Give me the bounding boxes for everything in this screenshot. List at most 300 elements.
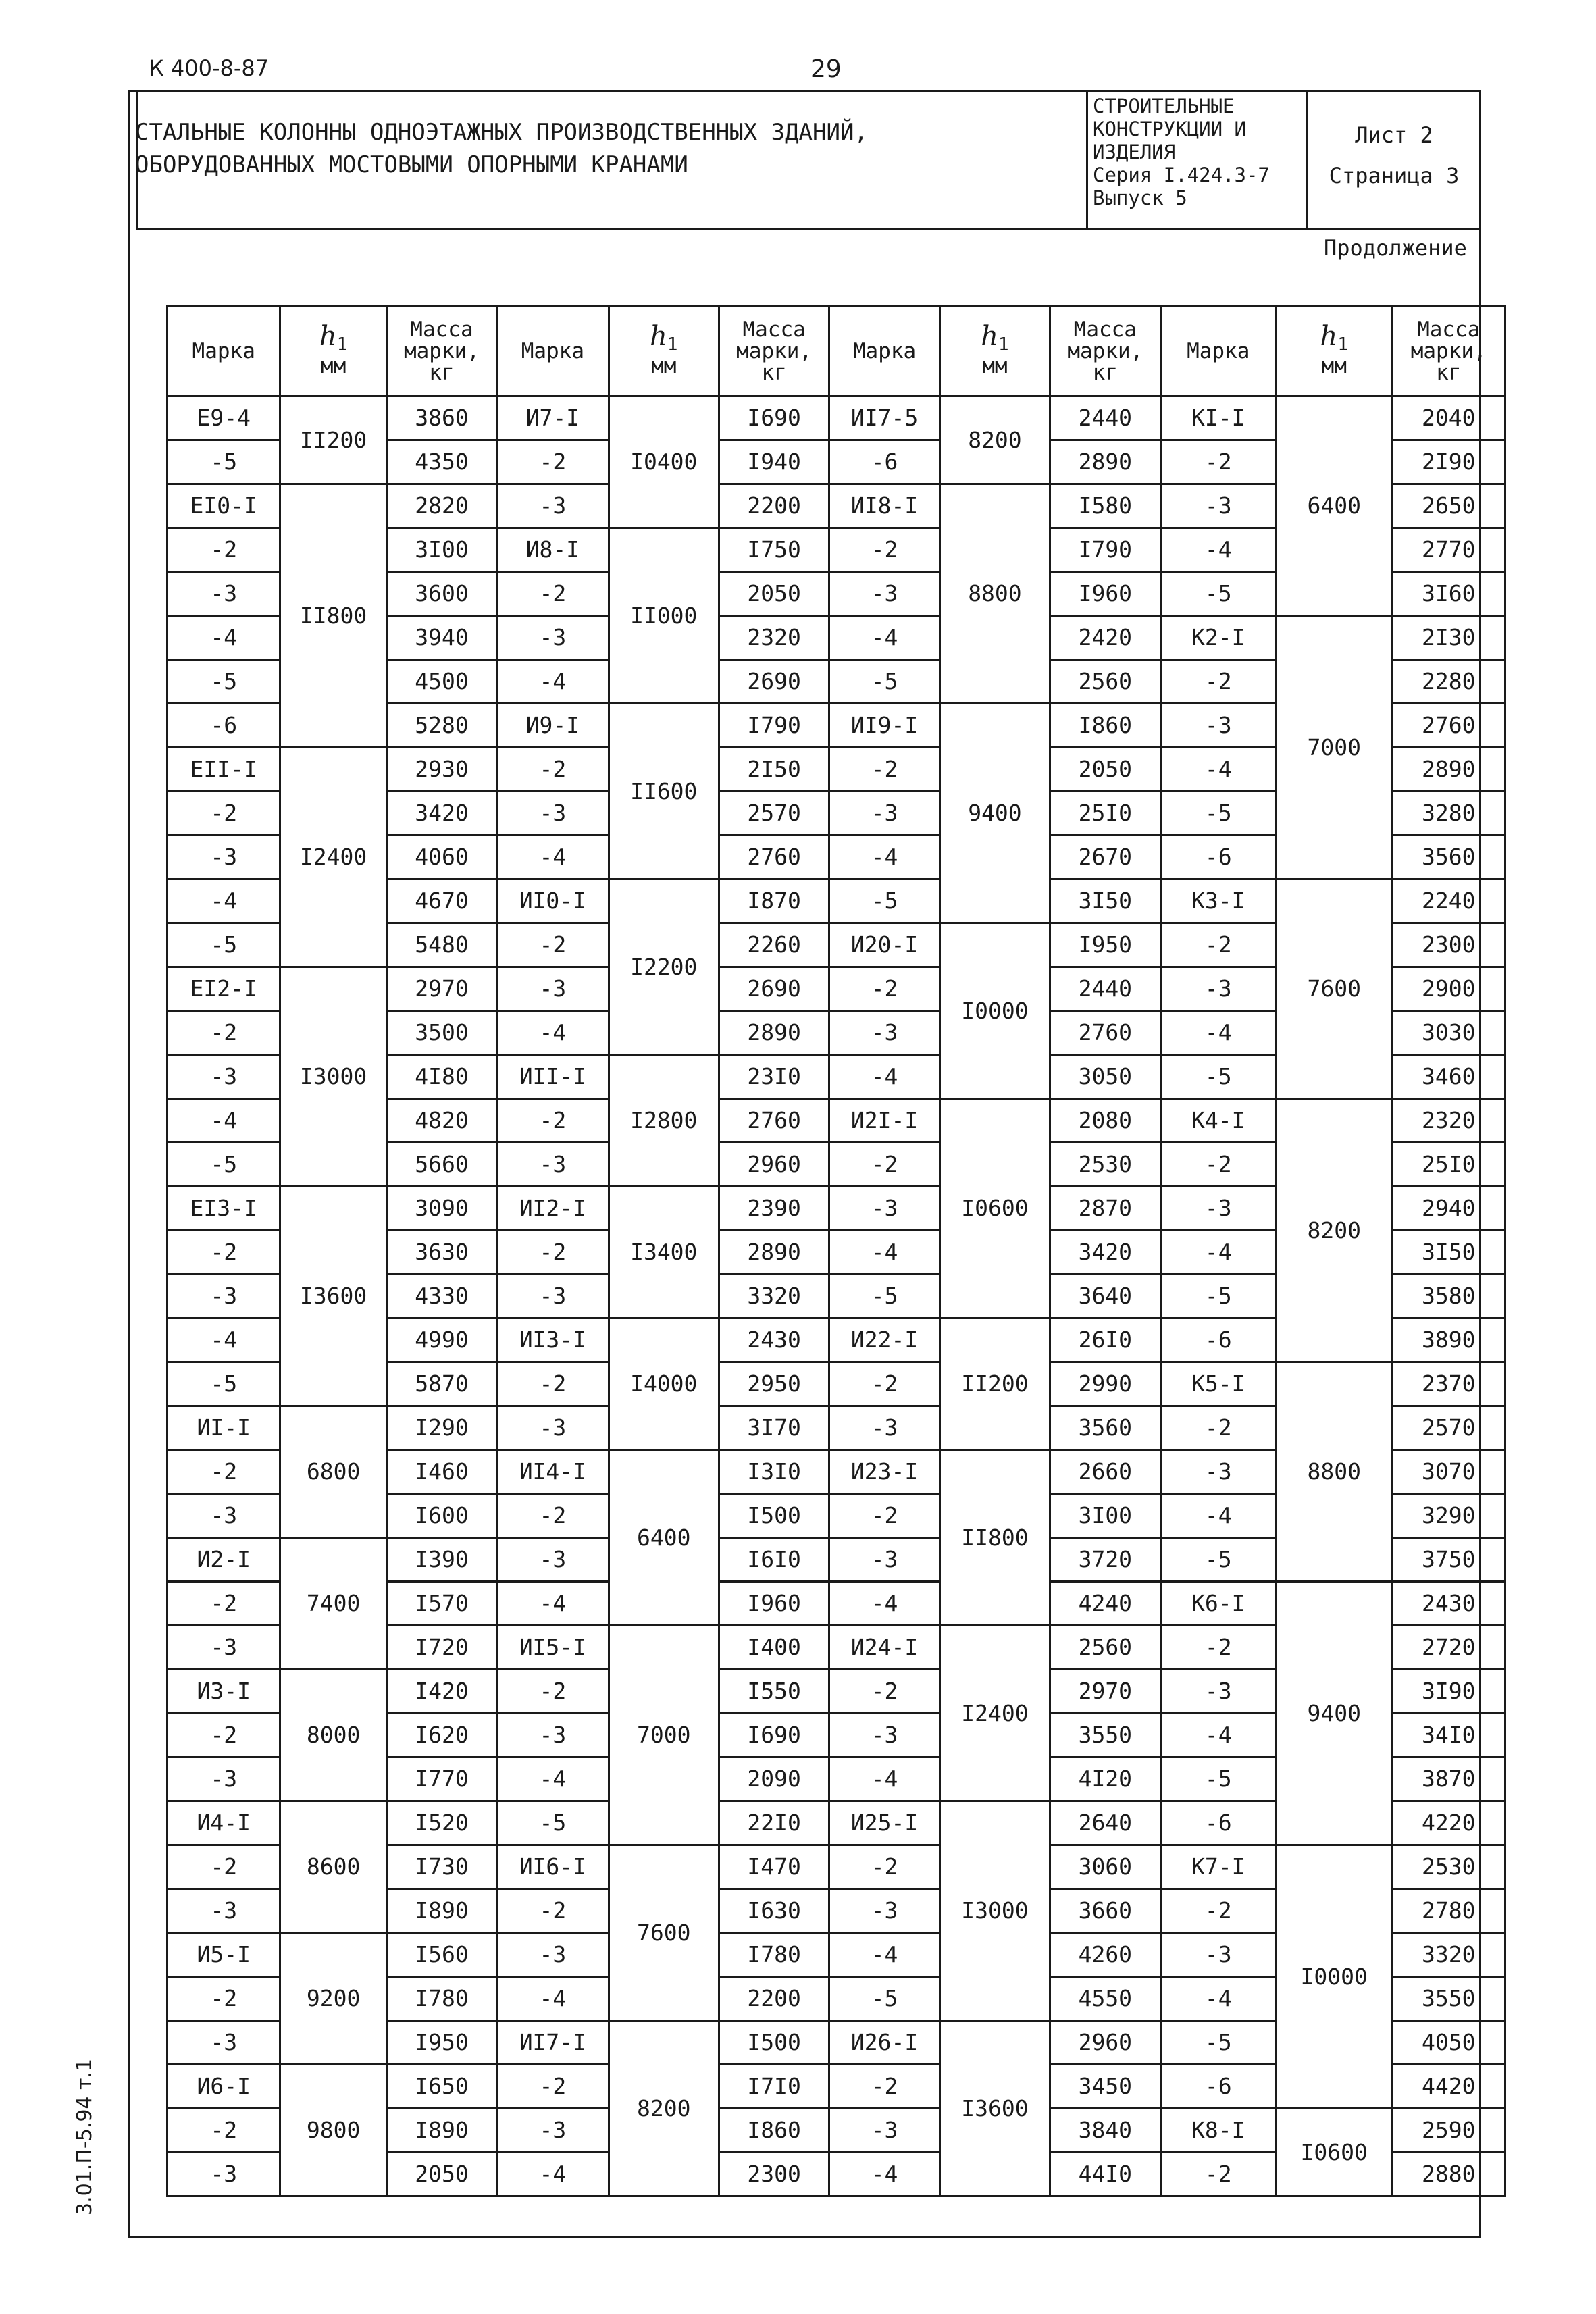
cell-mark: -4 (168, 1099, 280, 1143)
cell-mark: ЕI2-I (168, 967, 280, 1011)
cell-mass: 2I90 (1392, 440, 1505, 484)
continuation-label: Продолжение (1324, 235, 1467, 261)
cell-mass: 2090 (719, 1757, 829, 1801)
series-line: КОНСТРУКЦИИ И (1093, 118, 1246, 140)
cell-mass: 2940 (1392, 1187, 1505, 1231)
cell-mass: 2320 (1392, 1099, 1505, 1143)
cell-h1: II200 (280, 396, 386, 484)
cell-mass: I520 (386, 1801, 496, 1845)
cell-h1: I3600 (939, 2021, 1050, 2196)
cell-mark: -5 (1160, 1275, 1276, 1318)
cell-mass: 2440 (1050, 967, 1160, 1011)
cell-mark: -2 (1160, 1143, 1276, 1187)
cell-mark: -3 (497, 1714, 609, 1757)
cell-mark: -2 (1160, 2153, 1276, 2196)
cell-mass: 4670 (386, 879, 496, 923)
cell-mark: -3 (168, 1494, 280, 1538)
cell-h1: I0000 (939, 923, 1050, 1099)
cell-mass: I550 (719, 1670, 829, 1714)
header-mass: Масса марки, кг (386, 307, 496, 396)
margin-stamp: 3.01.П-5.94 т.1 (73, 2058, 97, 2215)
cell-mark: ИI8-I (829, 484, 939, 528)
cell-mass: 3560 (1050, 1406, 1160, 1450)
cell-mark: -5 (168, 440, 280, 484)
cell-mass: 2300 (1392, 923, 1505, 967)
cell-h1: II600 (609, 704, 719, 879)
cell-mass: 2570 (719, 792, 829, 835)
cell-mark: -3 (1160, 704, 1276, 748)
cell-h1: 7600 (1276, 879, 1391, 1099)
cell-h1: I4000 (609, 1318, 719, 1450)
cell-mass: 2760 (1392, 704, 1505, 748)
header-mark: Марка (497, 307, 609, 396)
cell-mark: -4 (497, 835, 609, 879)
cell-mass: 3840 (1050, 2109, 1160, 2153)
cell-mass: 2430 (1392, 1582, 1505, 1626)
cell-h1: 8000 (280, 1670, 386, 1801)
cell-mass: I290 (386, 1406, 496, 1450)
cell-mark: -2 (168, 792, 280, 835)
page-label: Страница 3 (1329, 163, 1460, 188)
cell-mark: -2 (168, 2109, 280, 2153)
cell-mass: 25I0 (1392, 1143, 1505, 1187)
cell-mass: 3640 (1050, 1275, 1160, 1318)
cell-mark: -4 (829, 1055, 939, 1099)
cell-mark: -2 (497, 923, 609, 967)
cell-h1: II000 (609, 528, 719, 704)
cell-mark: -2 (829, 967, 939, 1011)
cell-mass: 3I50 (1392, 1231, 1505, 1275)
cell-mark: -2 (829, 1143, 939, 1187)
cell-mass: I420 (386, 1670, 496, 1714)
cell-mass: 25I0 (1050, 792, 1160, 835)
cell-mark: -3 (497, 967, 609, 1011)
cell-mark: ИI2-I (497, 1187, 609, 1231)
cell-mark: -3 (168, 835, 280, 879)
cell-mark: -3 (829, 2109, 939, 2153)
cell-mark: -5 (829, 660, 939, 704)
cell-mass: 5280 (386, 704, 496, 748)
table-body (168, 396, 1505, 2196)
cell-mass: 2050 (719, 572, 829, 616)
cell-mark: -3 (497, 1275, 609, 1318)
cell-mass: 44I0 (1050, 2153, 1160, 2196)
header-h1-symbol: h (650, 320, 667, 352)
cell-mass: 3860 (386, 396, 496, 440)
header-h1 (280, 307, 386, 396)
cell-mark: -3 (497, 616, 609, 660)
cell-mass: 2760 (719, 1099, 829, 1143)
cell-mass: 3030 (1392, 1011, 1505, 1055)
cell-mass: 4I80 (386, 1055, 496, 1099)
cell-mass: 2320 (719, 616, 829, 660)
cell-h1: 6800 (280, 1406, 386, 1538)
series-info (1093, 95, 1304, 209)
cell-mass: 3290 (1392, 1494, 1505, 1538)
cell-mark: -5 (1160, 792, 1276, 835)
cell-mass: 2280 (1392, 660, 1505, 704)
cell-mark: -5 (168, 923, 280, 967)
cell-h1: II800 (280, 484, 386, 748)
cell-mass: 2960 (719, 1143, 829, 1187)
header-h1-symbol: h (319, 320, 337, 352)
cell-mark: ЕII-I (168, 748, 280, 792)
cell-mass: I600 (386, 1494, 496, 1538)
cell-mass: I620 (386, 1714, 496, 1757)
cell-mass: 5870 (386, 1362, 496, 1406)
table-row (168, 396, 1505, 440)
cell-mass: I730 (386, 1845, 496, 1889)
cell-mass: I580 (1050, 484, 1160, 528)
cell-mark: -4 (829, 2153, 939, 2196)
cell-mass: 2I50 (719, 748, 829, 792)
cell-mark: -3 (829, 1889, 939, 1933)
cell-mass: I3I0 (719, 1450, 829, 1494)
cell-mass: 2530 (1050, 1143, 1160, 1187)
cell-mass: I690 (719, 1714, 829, 1757)
cell-mark: -3 (168, 1757, 280, 1801)
cell-mass: 2260 (719, 923, 829, 967)
cell-mark: -3 (168, 1889, 280, 1933)
cell-mass: 2670 (1050, 835, 1160, 879)
cell-mass: 3550 (1050, 1714, 1160, 1757)
cell-mass: 3580 (1392, 1275, 1505, 1318)
cell-mass: 2690 (719, 660, 829, 704)
cell-h1: 8200 (939, 396, 1050, 484)
cell-mark: И4-I (168, 1801, 280, 1845)
cell-mass: 3I50 (1050, 879, 1160, 923)
cell-mark: -5 (1160, 1055, 1276, 1099)
cell-mass: 2050 (1050, 748, 1160, 792)
cell-mass: 2760 (719, 835, 829, 879)
cell-mass: 2960 (1050, 2021, 1160, 2065)
cell-mark: -4 (829, 1231, 939, 1275)
cell-mark: -2 (829, 1494, 939, 1538)
cell-h1: I2400 (280, 748, 386, 967)
header-h1-unit: мм (1321, 354, 1347, 379)
cell-mass: 3890 (1392, 1318, 1505, 1362)
title-line: ОБОРУДОВАННЫХ МОСТОВЫМИ ОПОРНЫМИ КРАНАМИ (135, 151, 688, 178)
cell-mark: -4 (829, 616, 939, 660)
cell-mass: 5660 (386, 1143, 496, 1187)
cell-mark: -6 (1160, 1318, 1276, 1362)
cell-mark: -2 (497, 1362, 609, 1406)
cell-mass: 2880 (1392, 2153, 1505, 2196)
cell-h1: I0600 (939, 1099, 1050, 1318)
cell-mass: 4820 (386, 1099, 496, 1143)
cell-mass: 3320 (1392, 1933, 1505, 1977)
cell-mark: -4 (1160, 1494, 1276, 1538)
cell-mass: 34I0 (1392, 1714, 1505, 1757)
cell-mass: 3320 (719, 1275, 829, 1318)
cell-mass: I7I0 (719, 2065, 829, 2109)
cell-mark: -5 (168, 1143, 280, 1187)
cell-mass: 2770 (1392, 528, 1505, 572)
cell-mark: -6 (1160, 1801, 1276, 1845)
cell-mark: К7-I (1160, 1845, 1276, 1889)
cell-mark: -3 (829, 1406, 939, 1450)
cell-mark: И7-I (497, 396, 609, 440)
cell-mass: I770 (386, 1757, 496, 1801)
cell-mark: И8-I (497, 528, 609, 572)
cell-mass: 2570 (1392, 1406, 1505, 1450)
cell-mark: -2 (1160, 1406, 1276, 1450)
cell-mark: -4 (1160, 1714, 1276, 1757)
cell-h1: 6400 (609, 1450, 719, 1626)
cell-mark: -4 (497, 1977, 609, 2021)
cell-mark: -2 (168, 1450, 280, 1494)
cell-h1: 8200 (609, 2021, 719, 2196)
cell-mark: -3 (1160, 1670, 1276, 1714)
header-h1-unit: мм (982, 354, 1008, 379)
cell-mass: 2050 (386, 2153, 496, 2196)
cell-h1: I0000 (1276, 1845, 1391, 2109)
cell-mark: -5 (497, 1801, 609, 1845)
header-h1 (939, 307, 1050, 396)
cell-mark: -3 (829, 572, 939, 616)
cell-mass: 4420 (1392, 2065, 1505, 2109)
cell-mark: -4 (1160, 1977, 1276, 2021)
series-line: СТРОИТЕЛЬНЫЕ (1093, 95, 1235, 118)
title-line: СТАЛЬНЫЕ КОЛОННЫ ОДНОЭТАЖНЫХ ПРОИЗВОДСТВЕННЫХ ЗДАНИЙ, (135, 119, 868, 146)
cell-mark: -2 (168, 1714, 280, 1757)
cell-mark: -2 (497, 1231, 609, 1275)
cell-mark: -3 (497, 1406, 609, 1450)
cell-mass: 2080 (1050, 1099, 1160, 1143)
cell-mark: К5-I (1160, 1362, 1276, 1406)
cell-mass: 2370 (1392, 1362, 1505, 1406)
cell-mark: -4 (497, 660, 609, 704)
document-code: К 400-8-87 (149, 55, 269, 81)
cell-mark: -5 (1160, 572, 1276, 616)
cell-mark: -3 (1160, 967, 1276, 1011)
cell-mass: 2890 (719, 1231, 829, 1275)
cell-h1: 7600 (609, 1845, 719, 2021)
cell-mass: 3550 (1392, 1977, 1505, 2021)
header-mark: Марка (1160, 307, 1276, 396)
cell-mark: -2 (497, 748, 609, 792)
cell-mass: 2720 (1392, 1626, 1505, 1670)
cell-mass: I470 (719, 1845, 829, 1889)
cell-mass: 2760 (1050, 1011, 1160, 1055)
cell-mark: -3 (497, 1538, 609, 1582)
cell-mass: I870 (719, 879, 829, 923)
cell-mark: -2 (168, 528, 280, 572)
cell-mass: I400 (719, 1626, 829, 1670)
header-h1-subscript: 1 (1337, 334, 1348, 355)
cell-mark: -3 (168, 2153, 280, 2196)
cell-mark: -3 (168, 572, 280, 616)
cell-mass: 3940 (386, 616, 496, 660)
cell-mark: -4 (497, 1011, 609, 1055)
cell-mark: И2-I (168, 1538, 280, 1582)
cell-mass: 3660 (1050, 1889, 1160, 1933)
cell-mass: 2590 (1392, 2109, 1505, 2153)
cell-mass: I460 (386, 1450, 496, 1494)
cell-mass: 2660 (1050, 1450, 1160, 1494)
cell-mark: К4-I (1160, 1099, 1276, 1143)
cell-mass: I860 (1050, 704, 1160, 748)
cell-mass: 26I0 (1050, 1318, 1160, 1362)
cell-mass: 3870 (1392, 1757, 1505, 1801)
cell-h1: 9200 (280, 1933, 386, 2065)
header-h1-symbol: h (981, 320, 999, 352)
cell-mark: К3-I (1160, 879, 1276, 923)
cell-mass: 4990 (386, 1318, 496, 1362)
cell-mass: I790 (719, 704, 829, 748)
cell-mark: -2 (1160, 1626, 1276, 1670)
cell-h1: I3400 (609, 1187, 719, 1318)
cell-h1: II200 (939, 1318, 1050, 1450)
cell-mark: -2 (168, 1977, 280, 2021)
cell-mark: КI-I (1160, 396, 1276, 440)
cell-mark: ИII-I (497, 1055, 609, 1099)
cell-h1: 7000 (609, 1626, 719, 1845)
cell-mark: -3 (829, 1011, 939, 1055)
cell-mark: -5 (829, 1275, 939, 1318)
cell-mass: 3420 (386, 792, 496, 835)
cell-mark: И9-I (497, 704, 609, 748)
cell-mass: 2560 (1050, 1626, 1160, 1670)
cell-mark: -5 (1160, 1538, 1276, 1582)
cell-mark: ИI9-I (829, 704, 939, 748)
cell-mark: -4 (497, 1582, 609, 1626)
cell-mass: 2820 (386, 484, 496, 528)
cell-h1: I2400 (939, 1626, 1050, 1801)
cell-mark: -3 (829, 1538, 939, 1582)
cell-mark: -2 (829, 1670, 939, 1714)
cell-mark: -2 (829, 748, 939, 792)
cell-mark: -2 (497, 1889, 609, 1933)
cell-h1: I3000 (939, 1801, 1050, 2021)
cell-h1: I0600 (1276, 2109, 1391, 2196)
header-mark: Марка (829, 307, 939, 396)
cell-mark: ИI7-5 (829, 396, 939, 440)
cell-mass: 2690 (719, 967, 829, 1011)
cell-mark: -2 (497, 1494, 609, 1538)
cell-mass: 2390 (719, 1187, 829, 1231)
cell-mark: И22-I (829, 1318, 939, 1362)
cell-mark: -4 (1160, 748, 1276, 792)
cell-mass: I960 (1050, 572, 1160, 616)
cell-h1: 8800 (1276, 1362, 1391, 1582)
cell-mark: -6 (829, 440, 939, 484)
cell-mark: -3 (497, 2109, 609, 2153)
cell-mass: 3460 (1392, 1055, 1505, 1099)
cell-mass: I650 (386, 2065, 496, 2109)
cell-h1: I0400 (609, 396, 719, 528)
cell-mass: 4260 (1050, 1933, 1160, 1977)
cell-mass: 2930 (386, 748, 496, 792)
cell-mass: 3500 (386, 1011, 496, 1055)
cell-mass: 4060 (386, 835, 496, 879)
series-line: Выпуск 5 (1093, 186, 1187, 209)
cell-mass: 2440 (1050, 396, 1160, 440)
cell-mass: 2420 (1050, 616, 1160, 660)
cell-mass: 3090 (386, 1187, 496, 1231)
cell-h1: I3000 (280, 967, 386, 1187)
cell-mark: -3 (1160, 1187, 1276, 1231)
cell-mass: 2890 (1392, 748, 1505, 792)
title-block-divider (1306, 90, 1308, 230)
cell-mark: И24-I (829, 1626, 939, 1670)
header-h1-subscript: 1 (667, 334, 678, 355)
cell-mark: -4 (829, 1757, 939, 1801)
cell-mass: I860 (719, 2109, 829, 2153)
cell-mark: И2I-I (829, 1099, 939, 1143)
cell-mass: 3050 (1050, 1055, 1160, 1099)
header-h1-symbol: h (1320, 320, 1338, 352)
document-title (135, 116, 1067, 181)
cell-mass: I6I0 (719, 1538, 829, 1582)
cell-mark: -3 (829, 792, 939, 835)
cell-mark: -4 (829, 1933, 939, 1977)
cell-mark: ИI7-I (497, 2021, 609, 2065)
cell-mark: Е9-4 (168, 396, 280, 440)
header-h1-subscript: 1 (336, 334, 348, 355)
cell-mark: -4 (168, 879, 280, 923)
cell-mass: 2950 (719, 1362, 829, 1406)
cell-mark: -3 (829, 1187, 939, 1231)
cell-mass: 2240 (1392, 879, 1505, 923)
cell-mark: -2 (829, 528, 939, 572)
cell-mass: I780 (719, 1933, 829, 1977)
series-line: ИЗДЕЛИЯ (1093, 140, 1176, 163)
cell-h1: 8600 (280, 1801, 386, 1933)
header-mass: Масса марки, кг (719, 307, 829, 396)
cell-mass: 5480 (386, 923, 496, 967)
header-h1 (1276, 307, 1391, 396)
cell-mass: 2970 (1050, 1670, 1160, 1714)
cell-mass: I780 (386, 1977, 496, 2021)
cell-h1: I2800 (609, 1055, 719, 1187)
cell-mark: ИI0-I (497, 879, 609, 923)
cell-mark: И6-I (168, 2065, 280, 2109)
cell-mass: 3I90 (1392, 1670, 1505, 1714)
page-number: 29 (810, 55, 842, 83)
cell-mass: 2990 (1050, 1362, 1160, 1406)
cell-mass: 3630 (386, 1231, 496, 1275)
cell-mark: -3 (168, 1055, 280, 1099)
cell-h1: II800 (939, 1450, 1050, 1626)
cell-mark: -5 (1160, 2021, 1276, 2065)
cell-mass: 3I00 (1050, 1494, 1160, 1538)
cell-mass: 3560 (1392, 835, 1505, 879)
cell-mark: -2 (497, 2065, 609, 2109)
cell-mass: I890 (386, 1889, 496, 1933)
cell-mass: 2890 (1050, 440, 1160, 484)
cell-mark: -2 (829, 2065, 939, 2109)
cell-mark: -2 (168, 1011, 280, 1055)
cell-mark: -4 (1160, 1011, 1276, 1055)
cell-mark: ИI-I (168, 1406, 280, 1450)
cell-mark: ИI5-I (497, 1626, 609, 1670)
cell-mass: 23I0 (719, 1055, 829, 1099)
cell-mark: -5 (1160, 1757, 1276, 1801)
cell-mass: 2200 (719, 1977, 829, 2021)
cell-mark: ИI4-I (497, 1450, 609, 1494)
cell-mass: I720 (386, 1626, 496, 1670)
cell-mark: -4 (1160, 1231, 1276, 1275)
cell-mark: И25-I (829, 1801, 939, 1845)
cell-mass: 2200 (719, 484, 829, 528)
cell-mark: -3 (168, 1275, 280, 1318)
cell-mark: -3 (497, 484, 609, 528)
cell-mark: -3 (168, 2021, 280, 2065)
cell-mass: I390 (386, 1538, 496, 1582)
cell-mark: К8-I (1160, 2109, 1276, 2153)
cell-mass: 2650 (1392, 484, 1505, 528)
